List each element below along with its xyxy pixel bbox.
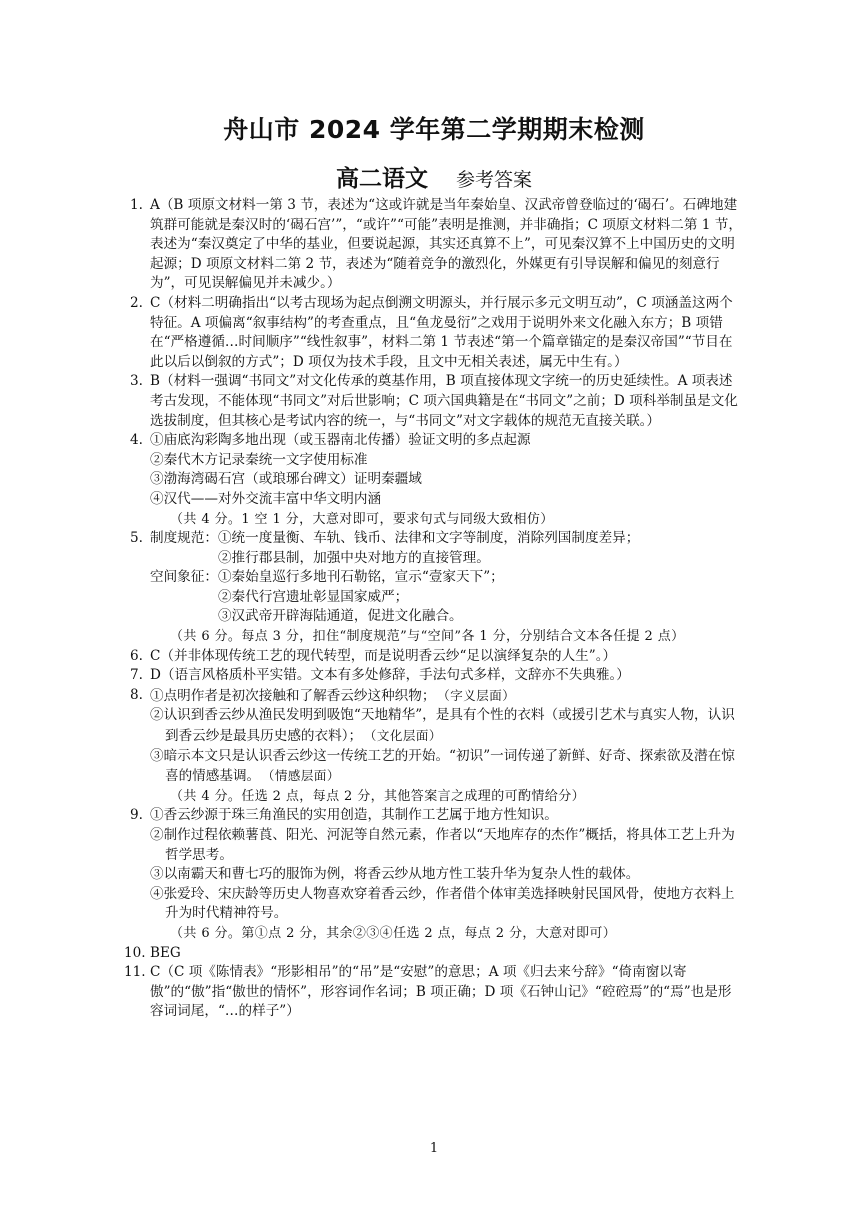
answer-item-7	[130, 666, 744, 686]
answer-item-9	[130, 806, 744, 943]
item-text: BEG	[150, 944, 181, 961]
sub-point: ③渤海湾碣石宫（或琅琊台碑文）证明秦疆域	[150, 471, 422, 488]
item-text: C（并非体现传统工艺的现代转型，而是说明香云纱“足以演绎复杂的人生”。）	[150, 647, 617, 664]
point-group-spatial	[150, 568, 744, 627]
sub-point: ①秦始皇巡行多地刊石勒铭，宣示“壹家天下”；	[217, 569, 504, 586]
item-number: 2.	[130, 294, 143, 311]
item-number: 7.	[130, 667, 143, 684]
sub-point: ①庙底沟彩陶多地出现（或玉器南北传播）验证文明的多点起源	[150, 432, 531, 449]
item-number: 4.	[130, 432, 143, 449]
item-text: D（语言风格质朴平实错。文本有多处修辞，手法句式多样，文辞亦不失典雅。）	[150, 667, 630, 684]
level-tag: （文化层面）	[370, 728, 442, 744]
subject-title: 高二语文	[335, 166, 428, 192]
answer-item-4	[130, 431, 744, 529]
answer-list	[124, 196, 744, 1022]
sub-point: ②秦代木方记录秦统一文字使用标准	[150, 451, 368, 468]
answer-item-11	[124, 963, 744, 1022]
sub-point-text: ③暗示本文只是认识香云纱这一传统工艺的开始。“初识”一词传递了新鲜、好奇、探索欲及潜在惊喜的情感基调。	[150, 747, 735, 785]
answer-item-6	[130, 647, 744, 667]
item-text: A（B 项原文材料一第 3 节，表述为“这或许就是当年秦始皇、汉武帝曾登临过的‘碣石’。石碑地建筑群可能就是秦汉时的‘碣石宫’”，“或许”“可能”表明是推测，并非确指；C 项原文材料二第 1 节，表述为“秦汉奠定了中华的基业，但要说起源，其实还真算不上”，可见秦汉算不上中国历史的文明起源；D 项原文材料二第 2 节，表述为“随着竞争的激烈化，外媒更有引导误解和偏见的刻意行为”，可见误解偏见并未减少。）	[150, 197, 742, 292]
answer-item-10	[124, 944, 744, 964]
level-tag: （字义层面）	[443, 687, 516, 703]
sub-point: ③以南霸天和曹七巧的服饰为例，将香云纱从地方性工装升华为复杂人性的载体。	[150, 866, 640, 883]
sub-point	[150, 706, 744, 746]
sub-point-text: ①点明作者是初次接触和了解香云纱这种织物；	[150, 687, 436, 704]
sub-point: ②制作过程依赖薯莨、阳光、河泥等自然元素，作者以“天地库存的杰作”概括，将具体工艺上升为哲学思考。	[150, 827, 735, 863]
sub-point: ④张爱玲、宋庆龄等历史人物喜欢穿着香云纱，作者借个体审美选择映射民国风骨，使地方衣料上升为时代精神符号。	[150, 885, 735, 922]
sub-point: ②秦代行宫遗址彰显国家威严；	[217, 588, 409, 605]
point-group-institutional	[150, 529, 744, 568]
sub-point: ①香云纱源于珠三角渔民的实用创造，其制作工艺属于地方性知识。	[150, 807, 558, 824]
item-number: 11.	[124, 964, 146, 981]
scoring-note: （共 4 分。1 空 1 分，大意对即可，要求句式与同级大致相仿）	[170, 511, 554, 527]
scoring-note: （共 4 分。任选 2 点，每点 2 分，其他答案言之成理的可酌情给分）	[170, 788, 586, 804]
item-number: 6.	[130, 647, 143, 664]
scoring-note: （共 6 分。第①点 2 分，其余②③④任选 2 点，每点 2 分，大意对即可）	[170, 925, 617, 941]
item-number: 9.	[130, 807, 143, 824]
group-label: 空间象征：	[150, 569, 218, 586]
answer-item-3	[130, 372, 744, 431]
sub-point	[150, 686, 744, 707]
sub-point: ④汉代——对外交流丰富中华文明内涵	[150, 490, 382, 507]
level-tag: （情感层面）	[268, 768, 340, 784]
item-number: 3.	[130, 373, 143, 390]
item-number: 5.	[130, 530, 143, 547]
page-title: 舟山市 2024 学年第二学期期末检测	[223, 115, 645, 144]
answer-item-5	[130, 529, 744, 647]
answer-item-8	[130, 686, 744, 807]
sub-point: ②推行郡县制，加强中央对地方的直接管理。	[217, 549, 490, 566]
answer-item-2	[130, 294, 744, 372]
item-text: C（材料二明确指出“以考古现场为起点倒溯文明源头，并行展示多元文明互动”，C 项涵盖这两个特征。A 项偏离“叙事结构”的考查重点，且“鱼龙曼衍”之戏用于说明外来文化融入东方；B 项错在“严格遵循…时间顺序”“线性叙事”，材料二第 1 节表述“第一个篇章锚定的是秦汉帝国”“节目在此以后以倒叙的方式”；D 项仅为技术手段，且文中无相关表述，属无中生有。）	[150, 294, 733, 370]
answer-key-label: 参考答案	[455, 169, 532, 191]
item-number: 8.	[130, 686, 143, 703]
item-number: 1.	[130, 197, 143, 213]
item-text: C（C 项《陈情表》“形影相吊”的“吊”是“安慰”的意思；A 项《归去来兮辞》“倚南窗以寄傲”的“傲”指“傲世的情怀”，形容词作名词；B 项正确；D 项《石钟山记》“硿硿焉”的“焉”也是形容词词尾，“…的样子”）	[150, 964, 732, 1020]
item-text: B（材料一强调“书同文”对文化传承的奠基作用，B 项直接体现文字统一的历史延续性。A 项表述考古发现，不能体现“书同文”对后世影响；C 项六国典籍是在“书同文”之前；D 项科举制虽是文化选拔制度，但其核心是考试内容的统一，与“书同文”对文字载体的规范无直接关联。）	[150, 373, 738, 429]
scoring-note: （共 6 分。每点 3 分，扣住“制度规范”与“空间”各 1 分，分别结合文本各任提 2 点）	[170, 629, 685, 645]
group-label: 制度规范：	[150, 530, 218, 547]
answer-item-1	[130, 196, 744, 294]
item-number: 10.	[124, 944, 146, 961]
sub-point	[150, 747, 744, 787]
sub-point: ③汉武帝开辟海陆通道，促进文化融合。	[217, 608, 463, 625]
page-subtitle	[0, 160, 868, 193]
sub-point: ①统一度量衡、车轨、钱币、法律和文字等制度，消除列国制度差异；	[217, 530, 640, 547]
page-number: 1	[429, 1141, 439, 1156]
sub-point-text: ②认识到香云纱从渔民发明到吸饱“天地精华”，是具有个性的衣料（或援引艺术与真实人物，认识到香云纱是最具历史感的衣料）；	[150, 707, 735, 745]
